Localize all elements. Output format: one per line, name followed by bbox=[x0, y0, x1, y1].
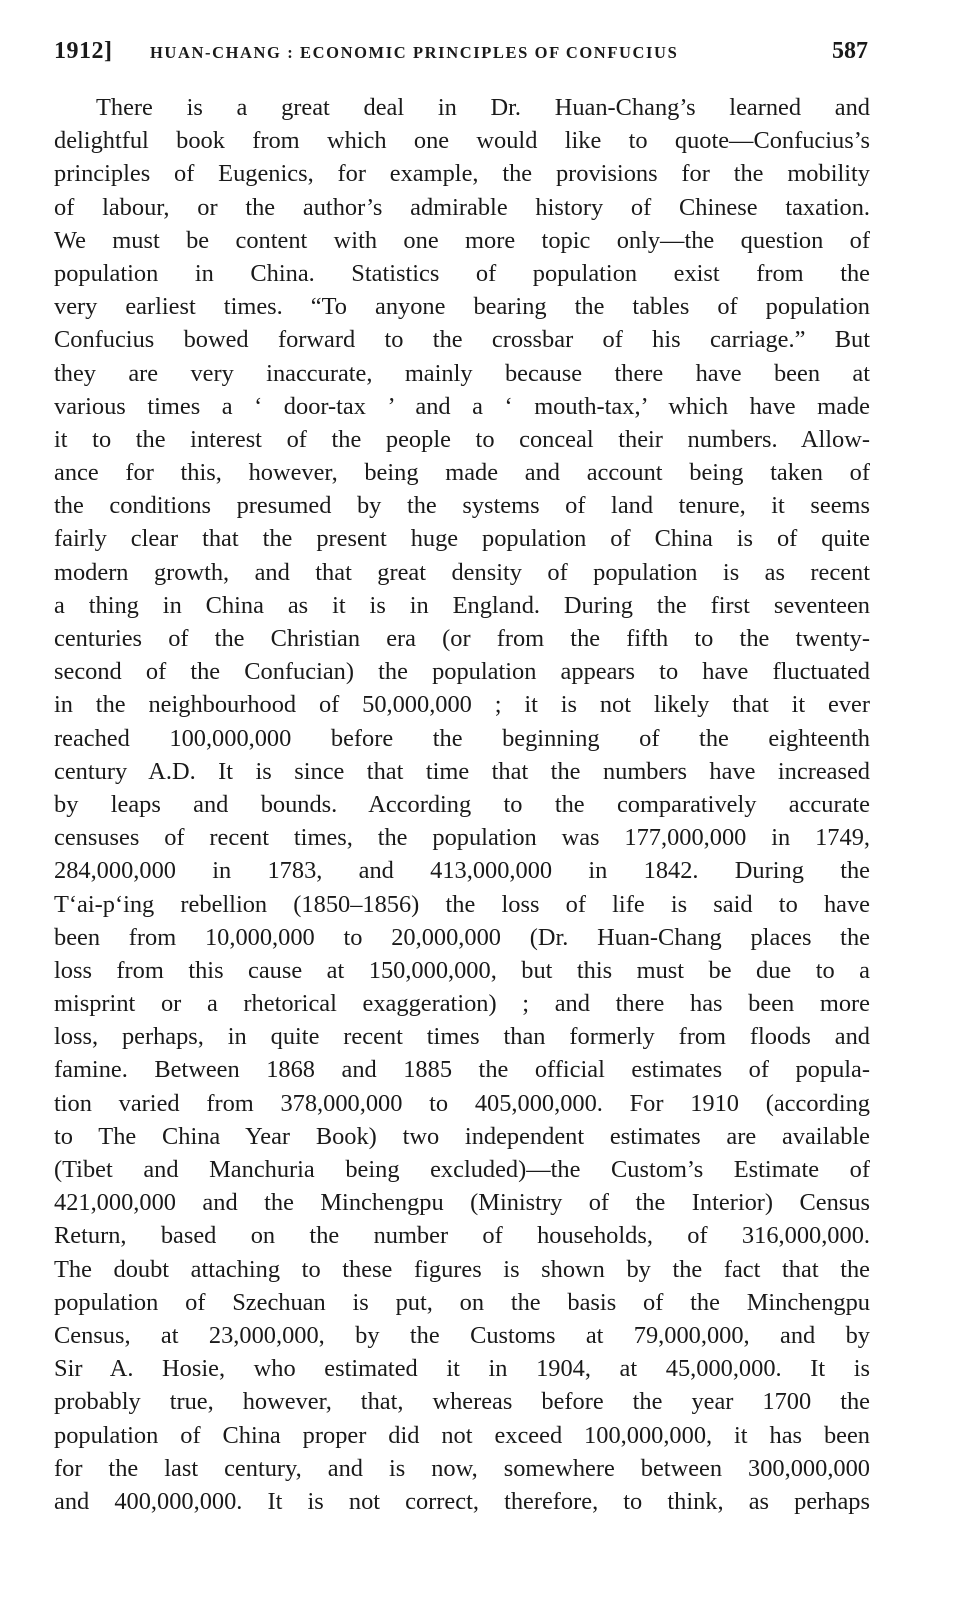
running-header bbox=[54, 38, 868, 68]
text-line: (Tibet and Manchuria being excluded)—the Custom’s Estimate of bbox=[54, 1156, 870, 1183]
text-line: Return, based on the number of households, of 316,000,000. bbox=[54, 1222, 870, 1250]
page-number: 587 bbox=[832, 38, 868, 64]
text-line: loss from this cause at 150,000,000, but this must be due to a bbox=[54, 956, 870, 984]
text-line: famine. Between 1868 and 1885 the official estimates of popula- bbox=[54, 1056, 870, 1084]
text-line: Sir A. Hosie, who estimated it in 1904, at 45,000,000. It is bbox=[54, 1355, 870, 1383]
text-line: and 400,000,000. It is not correct, therefore, to think, as perhaps bbox=[54, 1487, 870, 1515]
text-line: 421,000,000 and the Minchengpu (Ministry of the Interior) Census bbox=[54, 1189, 870, 1217]
text-line: very earliest times. “To anyone bearing the tables of population bbox=[54, 293, 870, 321]
text-line: fairly clear that the present huge population of China is of quite bbox=[54, 525, 870, 553]
text-line: censuses of recent times, the population was 177,000,000 in 1749, bbox=[54, 824, 870, 852]
text-line: T‘ai-p‘ing rebellion (1850–1856) the loss of life is said to have bbox=[54, 890, 870, 918]
text-line: population of Szechuan is put, on the basis of the Minchengpu bbox=[54, 1288, 870, 1316]
text-line: modern growth, and that great density of population is as recent bbox=[54, 558, 870, 586]
text-line: 284,000,000 in 1783, and 413,000,000 in 1842. During the bbox=[54, 857, 870, 885]
text-line: ance for this, however, being made and account being taken of bbox=[54, 459, 870, 487]
text-line: Census, at 23,000,000, by the Customs at 79,000,000, and by bbox=[54, 1321, 870, 1349]
text-line: to The China Year Book) two independent estimates are available bbox=[54, 1122, 870, 1150]
text-line: they are very inaccurate, mainly because there have been at bbox=[54, 359, 870, 387]
text-line: population of China proper did not exceed 100,000,000, it has been bbox=[54, 1421, 870, 1449]
text-line: tion varied from 378,000,000 to 405,000,000. For 1910 (according bbox=[54, 1089, 870, 1117]
text-line: century A.D. It is since that time that the numbers have increased bbox=[54, 757, 870, 785]
text-line: a thing in China as it is in England. During the first seventeen bbox=[54, 591, 870, 619]
text-line: been from 10,000,000 to 20,000,000 (Dr. Huan-Chang places the bbox=[54, 923, 870, 951]
text-line: principles of Eugenics, for example, the provisions for the mobility bbox=[54, 160, 870, 188]
text-line: the conditions presumed by the systems of land tenure, it seems bbox=[54, 492, 870, 520]
text-line: misprint or a rhetorical exaggeration) ; and there has been more bbox=[54, 990, 870, 1018]
text-line: The doubt attaching to these figures is shown by the fact that the bbox=[54, 1255, 870, 1283]
header-year: 1912] bbox=[54, 38, 113, 64]
text-line: it to the interest of the people to conceal their numbers. Allow- bbox=[54, 425, 870, 453]
text-line: We must be content with one more topic only—the question of bbox=[54, 226, 870, 254]
text-line: reached 100,000,000 before the beginning of the eighteenth bbox=[54, 724, 870, 752]
text-line: various times a ‘ door-tax ’ and a ‘ mouth-tax,’ which have made bbox=[54, 392, 870, 420]
text-line: probably true, however, that, whereas before the year 1700 the bbox=[54, 1388, 870, 1416]
text-line: of labour, or the author’s admirable history of Chinese taxation. bbox=[54, 193, 870, 221]
text-line: centuries of the Christian era (or from the fifth to the twenty- bbox=[54, 625, 870, 652]
text-line: in the neighbourhood of 50,000,000 ; it is not likely that it ever bbox=[54, 691, 870, 719]
text-line: second of the Confucian) the population appears to have fluctuated bbox=[54, 658, 870, 686]
text-line: loss, perhaps, in quite recent times than formerly from floods and bbox=[54, 1023, 870, 1051]
text-line: delightful book from which one would like to quote—Confucius’s bbox=[54, 127, 870, 155]
text-line: population in China. Statistics of population exist from the bbox=[54, 259, 870, 287]
text-line: for the last century, and is now, somewhere between 300,000,000 bbox=[54, 1454, 870, 1482]
text-line: Confucius bowed forward to the crossbar of his carriage.” But bbox=[54, 326, 870, 354]
text-line: There is a great deal in Dr. Huan-Chang’s learned and bbox=[96, 94, 870, 121]
text-line: by leaps and bounds. According to the comparatively accurate bbox=[54, 790, 870, 818]
body-text bbox=[54, 91, 870, 1518]
running-title: HUAN-CHANG : ECONOMIC PRINCIPLES OF CONFUCIUS bbox=[150, 43, 679, 62]
